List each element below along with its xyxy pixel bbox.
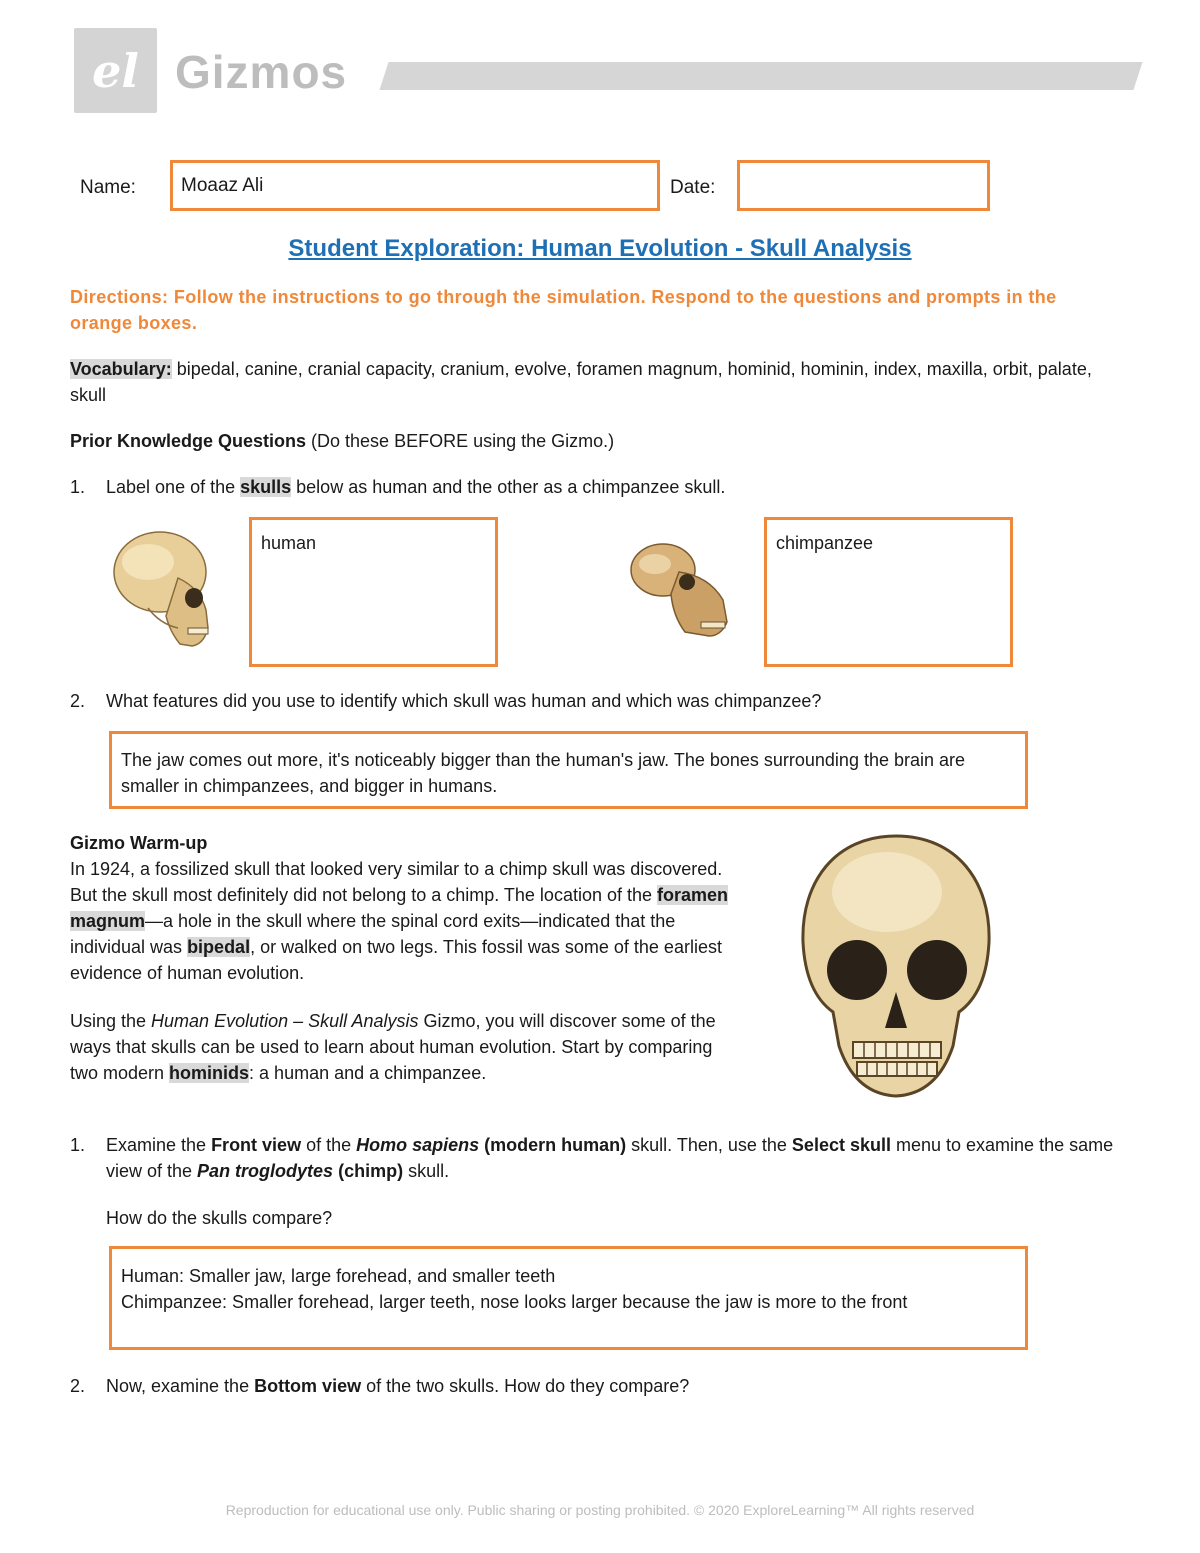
prior-question-2: What features did you use to identify which skull was human and which was chimpanzee?: [106, 691, 822, 711]
warmup-text: Gizmo, you will discover some of the ways that skulls can be used to learn about human evolution. Start by comparing two modern: [70, 1011, 716, 1083]
warmup-text: : a human and a chimpanzee.: [249, 1063, 487, 1083]
question-text: Now, examine the: [106, 1376, 255, 1396]
compare-prompt: How do the skulls compare?: [106, 1208, 333, 1228]
question-text: Label one of the: [106, 477, 241, 497]
warmup-text: —a hole in the skull where the spinal cord exits—indicated that the individual was: [70, 911, 676, 957]
vocab-term: bipedal: [187, 937, 251, 957]
question-text: skull.: [403, 1161, 450, 1181]
vocabulary-paragraph: [70, 356, 1115, 408]
vocabulary-terms: bipedal, canine, cranial capacity, cranium, evolve, foramen magnum, hominid, hominin, index, maxilla, orbit, palate, skull: [70, 359, 1092, 405]
page-title: Student Exploration: Human Evolution - Skull Analysis: [288, 235, 912, 262]
warmup-question-1: [106, 1132, 1116, 1184]
emphasis: (modern human): [479, 1135, 627, 1155]
date-field[interactable]: [737, 160, 990, 211]
warmup-text: Using the: [70, 1011, 152, 1031]
prior-knowledge-title: Prior Knowledge Questions: [70, 431, 307, 451]
prior-knowledge-heading: [70, 428, 614, 454]
vocab-term: hominids: [169, 1063, 250, 1083]
vocab-term: foramen magnum: [70, 885, 729, 931]
human-skull-side-image: [108, 528, 223, 650]
skull-front-image: [795, 832, 997, 1100]
emphasis: (chimp): [333, 1161, 404, 1181]
question-number: 2.: [70, 1376, 86, 1396]
question-text: Examine the: [106, 1135, 212, 1155]
date-value: [740, 164, 756, 185]
question-text: of the two skulls. How do they compare?: [361, 1376, 690, 1396]
answer-box-features[interactable]: [109, 731, 1028, 809]
prior-question-1: [106, 474, 725, 500]
skull-label-box-1[interactable]: [249, 517, 498, 667]
skull-label-answer-1: human: [261, 533, 317, 553]
emphasis: Select skull: [791, 1135, 891, 1155]
question-number: 2.: [70, 691, 86, 711]
species-name: Pan troglodytes: [197, 1161, 334, 1181]
answer-box-front-view[interactable]: [109, 1246, 1028, 1350]
explorelearning-logo: el: [74, 28, 157, 113]
name-field[interactable]: [170, 160, 660, 211]
question-text: skull. Then, use the: [626, 1135, 792, 1155]
prior-knowledge-note: (Do these BEFORE using the Gizmo.): [306, 431, 615, 451]
warmup-text: In 1924, a fossilized skull that looked very similar to a chimp skull was discovered. But the skull most definitely did not belong to a chimp. The location of the: [70, 859, 723, 905]
emphasis: Front view: [211, 1135, 302, 1155]
skull-label-answer-2: chimpanzee: [776, 533, 874, 553]
name-label: Name:: [80, 177, 136, 198]
warmup-heading: Gizmo Warm-up: [70, 833, 208, 853]
answer-line-chimpanzee: Chimpanzee: Smaller forehead, larger teeth, nose looks larger because the jaw is more to the front: [121, 1292, 908, 1312]
gizmos-brand: Gizmos: [175, 46, 348, 98]
question-text: of the: [301, 1135, 357, 1155]
warmup-paragraph-1: [70, 856, 750, 986]
gizmo-name: Human Evolution – Skull Analysis: [151, 1011, 419, 1031]
warmup-question-2: [106, 1373, 1106, 1399]
question-text: below as human and the other as a chimpanzee skull.: [291, 477, 726, 497]
question-keyword: skulls: [240, 477, 292, 497]
skull-label-box-2[interactable]: [764, 517, 1013, 667]
question-number: 1.: [70, 477, 86, 497]
emphasis: Bottom view: [254, 1376, 362, 1396]
warmup-text: , or walked on two legs. This fossil was some of the earliest evidence of human evolution.: [70, 937, 722, 983]
vocabulary-label: Vocabulary:: [70, 359, 172, 379]
name-value: Moaaz Ali: [181, 174, 264, 196]
question-text: menu to examine the same view of the: [106, 1135, 1114, 1181]
answer-line-human: Human: Smaller jaw, large forehead, and smaller teeth: [121, 1266, 556, 1286]
header-bar: [379, 62, 1142, 90]
answer-features-text: The jaw comes out more, it's noticeably bigger than the human's jaw. The bones surrounding the brain are smaller in chimpanzees, and bigger in humans.: [121, 750, 966, 796]
directions: Directions: Follow the instructions to go through the simulation. Respond to the questions and prompts in the orange boxes.: [70, 287, 1057, 333]
warmup-paragraph-2: [70, 1008, 735, 1086]
species-name: Homo sapiens: [356, 1135, 480, 1155]
question-number: 1.: [70, 1135, 86, 1155]
chimpanzee-skull-side-image: [623, 536, 733, 644]
date-label: Date:: [670, 177, 716, 198]
footer-copyright: Reproduction for educational use only. Public sharing or posting prohibited. © 2020 ExploreLearning™ All rights reserved: [225, 1502, 975, 1518]
